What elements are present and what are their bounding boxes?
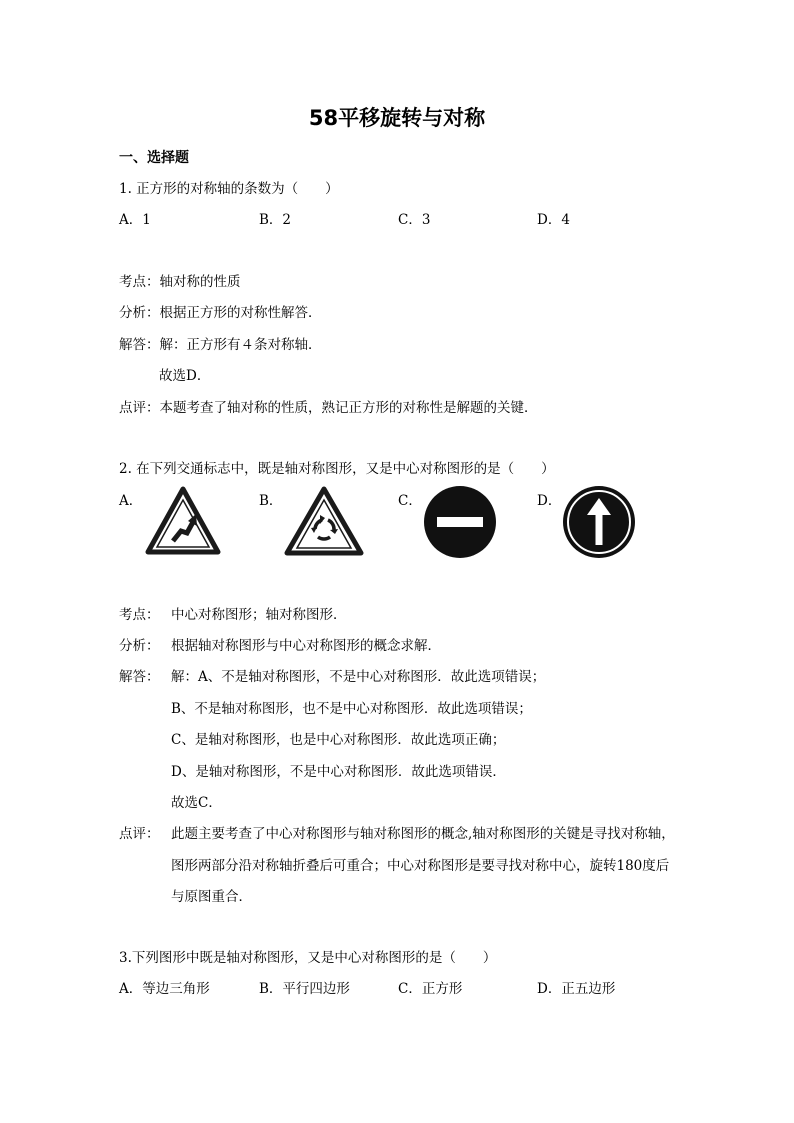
q2-kaodian-label: 考点： (119, 607, 160, 623)
q2-jieda-line-4: D、是轴对称图形，不是中心对称图形．故此选项错误． (171, 764, 506, 780)
q1-option-a: A．1 (119, 212, 151, 228)
q3-option-b: B．平行四边形 (259, 981, 350, 997)
q1-option-b: B．2 (259, 212, 292, 228)
no-entry-sign-icon (423, 485, 497, 559)
q2-option-c: C． (398, 493, 422, 509)
q1-fenxi: 分析：根据正方形的对称性解答． (119, 305, 322, 321)
page-title: 58平移旋转与对称 (308, 106, 486, 130)
double-bend-warning-sign-icon (145, 486, 221, 556)
q3-option-a: A．等边三角形 (119, 981, 210, 997)
section-heading: 一、选择题 (119, 150, 189, 166)
q1-jieda: 解答：解：正方形有４条对称轴． (119, 337, 322, 353)
q2-jieda-line-2: B、不是轴对称图形，也不是中心对称图形．故此选项错误； (171, 701, 532, 717)
q2-dianping-line-1: 此题主要考查了中心对称图形与轴对称图形的概念,轴对称图形的关键是寻找对称轴， (171, 826, 675, 842)
q3-option-c: C．正方形 (398, 981, 463, 997)
q3-option-d: D．正五边形 (537, 981, 616, 997)
roundabout-warning-sign-icon (284, 486, 364, 556)
q2-dianping-line-3: 与原图重合． (171, 889, 252, 905)
q1-kaodian: 考点：轴对称的性质 (119, 274, 241, 290)
q2-jieda-label: 解答： (119, 669, 160, 685)
q2-dianping-label: 点评： (119, 826, 160, 842)
question-1-stem: 1. 正方形的对称轴的条数为（ ） (119, 181, 339, 197)
q2-fenxi-label: 分析： (119, 638, 160, 654)
q1-option-c: C．3 (398, 212, 431, 228)
question-3-stem: 3.下列图形中既是轴对称图形，又是中心对称图形的是（ ） (119, 950, 497, 966)
question-2-stem: 2. 在下列交通标志中，既是轴对称图形，又是中心对称图形的是（ ） (119, 461, 555, 477)
q1-dianping: 点评：本题考查了轴对称的性质，熟记正方形的对称性是解题的关键． (119, 400, 538, 416)
q1-option-d: D．4 (537, 212, 570, 228)
q2-option-a: A． (119, 493, 143, 509)
q2-jieda-line-1: 解：A、不是轴对称图形，不是中心对称图形．故此选项错误； (171, 669, 546, 685)
q2-option-b: B． (259, 493, 283, 509)
q2-answer: 故选C． (171, 795, 222, 811)
q2-dianping-line-2: 图形两部分沿对称轴折叠后可重合；中心对称图形是要寻找对称中心，旋转180度后 (171, 858, 670, 874)
straight-ahead-sign-icon (562, 485, 636, 559)
q2-option-d: D． (537, 493, 562, 509)
q2-fenxi: 根据轴对称图形与中心对称图形的概念求解． (171, 638, 441, 654)
q2-jieda-line-3: C、是轴对称图形，也是中心对称图形．故此选项正确； (171, 732, 506, 748)
q1-answer: 故选D． (159, 368, 211, 384)
q2-kaodian: 中心对称图形；轴对称图形． (171, 607, 347, 623)
